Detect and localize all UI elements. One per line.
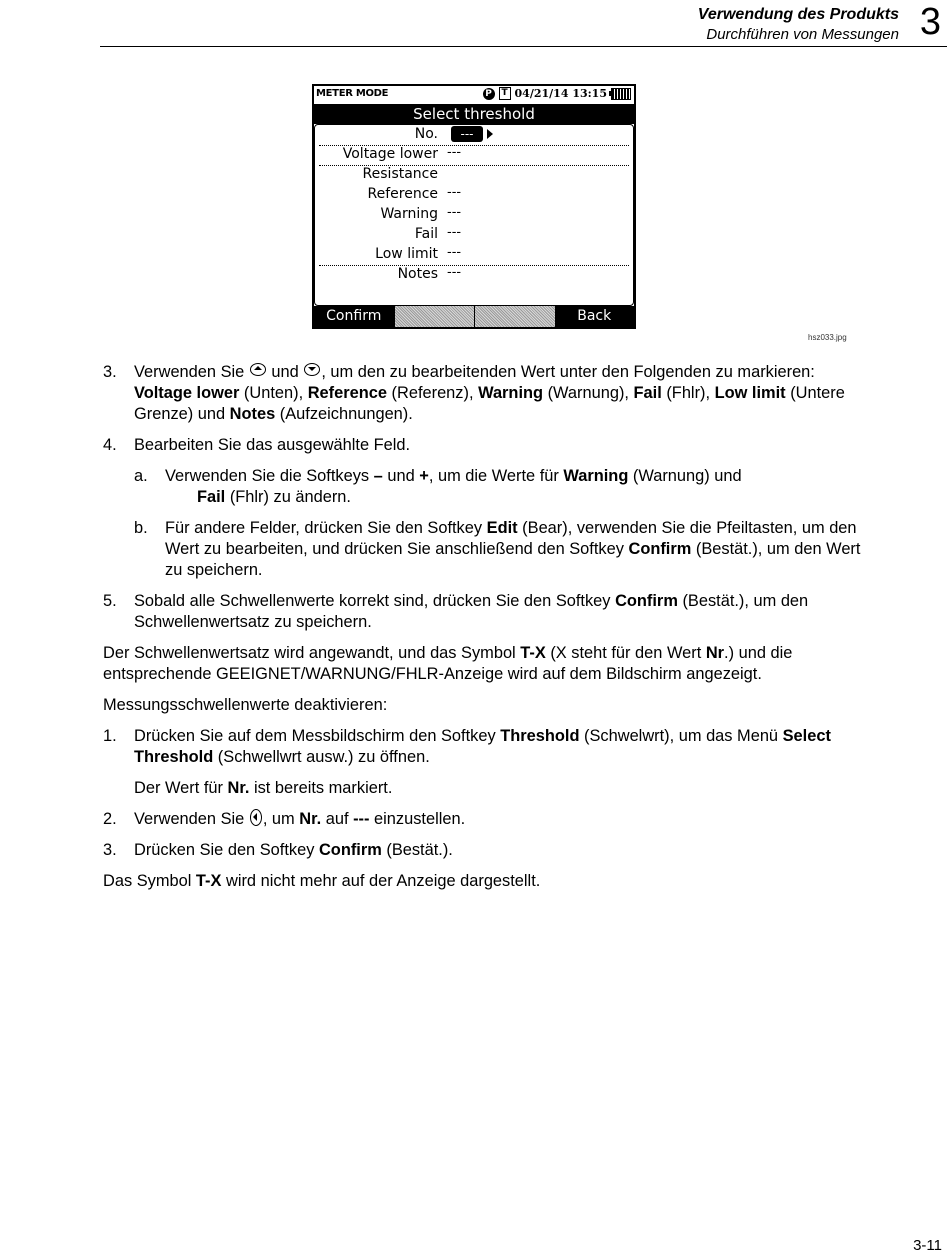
row-value: --- bbox=[447, 185, 462, 200]
blank-softkey[interactable] bbox=[394, 306, 475, 327]
row-voltage-lower[interactable] bbox=[319, 145, 629, 166]
battery-icon bbox=[611, 88, 631, 100]
left-arrow-key-icon bbox=[250, 809, 262, 826]
row-resistance bbox=[319, 165, 629, 185]
row-label: Resistance bbox=[362, 166, 438, 182]
list-item bbox=[103, 435, 873, 456]
image-caption: hsz033.jpg bbox=[808, 333, 847, 342]
paragraph bbox=[103, 643, 873, 685]
text: Der Schwellenwertsatz wird angewandt, und das Symbol bbox=[103, 644, 516, 662]
text: Das Symbol bbox=[103, 872, 192, 890]
text: (Unten), bbox=[243, 384, 304, 402]
row-label: Fail bbox=[414, 226, 438, 242]
text: wird nicht mehr auf der Anzeige dargestellt. bbox=[225, 872, 541, 890]
list-item bbox=[103, 726, 873, 768]
text: Für andere Felder, drücken Sie den Softkey bbox=[165, 519, 483, 537]
text: , um den zu bearbeitenden Wert unter den Folgenden zu markieren: bbox=[321, 363, 815, 381]
row-label: No. bbox=[414, 126, 438, 142]
page-number: 3-11 bbox=[913, 1237, 942, 1254]
paragraph: Messungsschwellenwerte deaktivieren: bbox=[103, 696, 388, 714]
text: (Fhlr) zu ändern. bbox=[229, 488, 351, 506]
text: (Bestät.), um den Wert zu speichern. bbox=[165, 540, 861, 579]
text: Drücken Sie auf dem Messbildschirm den Softkey bbox=[134, 727, 496, 745]
up-arrow-key-icon bbox=[250, 363, 266, 376]
list-item bbox=[103, 362, 873, 425]
item-number: 5. bbox=[103, 592, 117, 610]
bold-term: Confirm bbox=[318, 841, 382, 859]
text: (Bestät.), um den Schwellenwertsatz zu speichern. bbox=[134, 592, 809, 631]
row-label: Notes bbox=[397, 266, 438, 282]
bold-term: Voltage lower bbox=[134, 384, 240, 402]
row-value: --- bbox=[447, 265, 462, 280]
text: (Warnung), bbox=[547, 384, 629, 402]
text: Drücken Sie den Softkey bbox=[134, 841, 315, 859]
text: (Bestät.). bbox=[386, 841, 453, 859]
paragraph bbox=[103, 871, 873, 892]
threshold-panel bbox=[314, 124, 634, 306]
bold-term: + bbox=[419, 467, 429, 485]
item-number: 2. bbox=[103, 810, 117, 828]
text: (Aufzeichnungen). bbox=[279, 405, 413, 423]
text: ist bereits markiert. bbox=[253, 779, 393, 797]
text: (Schwellwrt ausw.) zu öffnen. bbox=[217, 748, 430, 766]
datetime: 04/21/14 13:15 bbox=[514, 87, 607, 100]
down-arrow-key-icon bbox=[304, 363, 320, 376]
row-notes[interactable] bbox=[319, 265, 629, 285]
list-subitem bbox=[103, 466, 873, 508]
bold-term: Notes bbox=[229, 405, 276, 423]
text: , um bbox=[262, 810, 295, 828]
item-letter: a. bbox=[134, 467, 148, 485]
row-label: Warning bbox=[380, 206, 438, 222]
row-label: Low limit bbox=[375, 246, 438, 262]
text: und bbox=[387, 467, 415, 485]
text: .) und die entsprechende GEEIGNET/WARNUNG/FHLR-Anzeige wird auf dem Bildschirm angezeigt. bbox=[103, 644, 793, 683]
text: auf bbox=[325, 810, 349, 828]
text: und bbox=[271, 363, 299, 381]
bold-term: Reference bbox=[307, 384, 387, 402]
t-icon: T bbox=[499, 87, 511, 100]
status-bar bbox=[314, 86, 634, 103]
item-number: 3. bbox=[103, 363, 117, 381]
row-label: Voltage lower bbox=[342, 146, 438, 162]
screen-title: Select threshold bbox=[314, 104, 634, 124]
text: Verwenden Sie bbox=[134, 363, 245, 381]
list-item bbox=[103, 840, 873, 861]
list-item bbox=[103, 809, 873, 830]
meter-mode-label: METER MODE bbox=[316, 88, 389, 99]
softkey-bar bbox=[314, 306, 634, 327]
status-icons bbox=[483, 87, 631, 100]
bold-term: Confirm bbox=[615, 592, 678, 610]
item-number: 3. bbox=[103, 841, 117, 859]
bold-term: – bbox=[373, 467, 383, 485]
row-label: Reference bbox=[367, 186, 438, 202]
item-number: 1. bbox=[103, 727, 117, 745]
text: Verwenden Sie die Softkeys bbox=[165, 467, 370, 485]
bold-term: Nr. bbox=[227, 779, 250, 797]
item-number: 4. bbox=[103, 436, 117, 454]
confirm-softkey[interactable]: Confirm bbox=[314, 306, 394, 327]
text: (X steht für den Wert bbox=[550, 644, 702, 662]
no-value-selected[interactable]: --- bbox=[451, 126, 483, 142]
bold-term: Fail bbox=[197, 488, 226, 506]
bold-term: Select Threshold bbox=[134, 727, 831, 766]
blank-softkey[interactable] bbox=[474, 306, 555, 327]
body-text bbox=[103, 362, 873, 902]
text: (Warnung) und bbox=[632, 467, 742, 485]
text: Sobald alle Schwellenwerte korrekt sind, drücken Sie den Softkey bbox=[134, 592, 611, 610]
back-softkey[interactable]: Back bbox=[555, 306, 635, 327]
bold-term: Warning bbox=[478, 384, 544, 402]
item-letter: b. bbox=[134, 519, 148, 537]
row-low-limit[interactable] bbox=[319, 245, 629, 266]
bold-term: Nr. bbox=[299, 810, 322, 828]
row-no[interactable] bbox=[319, 125, 629, 146]
meter-screen bbox=[312, 84, 636, 329]
row-value: --- bbox=[447, 145, 462, 160]
bold-term: Warning bbox=[563, 467, 629, 485]
bold-term: Threshold bbox=[500, 727, 580, 745]
text: (Referenz), bbox=[391, 384, 474, 402]
bold-term: Confirm bbox=[628, 540, 692, 558]
row-value: --- bbox=[447, 205, 462, 220]
row-value: --- bbox=[447, 245, 462, 260]
text: (Bear), verwenden Sie die Pfeiltasten, um den Wert zu bearbeiten, und drücken Sie anschließend den Softkey bbox=[165, 519, 857, 558]
text: Der Wert für bbox=[134, 779, 223, 797]
text: einzustellen. bbox=[374, 810, 466, 828]
bold-term: Fail bbox=[633, 384, 662, 402]
header-subtitle: Durchführen von Messungen bbox=[706, 26, 899, 43]
chapter-number: 3 bbox=[919, 1, 941, 43]
note bbox=[103, 778, 873, 799]
header-title: Verwendung des Produkts bbox=[697, 6, 899, 23]
bold-term: Edit bbox=[486, 519, 518, 537]
text: (Fhlr), bbox=[666, 384, 711, 402]
list-subitem bbox=[103, 518, 873, 581]
text: Bearbeiten Sie das ausgewählte Feld. bbox=[134, 436, 411, 454]
text: Verwenden Sie bbox=[134, 810, 245, 828]
row-value: --- bbox=[447, 225, 462, 240]
bold-term: Low limit bbox=[714, 384, 786, 402]
list-item bbox=[103, 591, 873, 633]
text: (Schwelwrt), um das Menü bbox=[584, 727, 779, 745]
p-icon: P bbox=[483, 88, 495, 100]
bold-term: T-X bbox=[195, 872, 222, 890]
page-header bbox=[100, 1, 947, 47]
arrow-right-icon bbox=[487, 129, 493, 139]
bold-term: --- bbox=[353, 810, 370, 828]
text: (Untere Grenze) und bbox=[134, 384, 845, 423]
row-reference[interactable] bbox=[319, 185, 629, 205]
row-fail[interactable] bbox=[319, 225, 629, 245]
bold-term: T-X bbox=[520, 644, 546, 662]
text: , um die Werte für bbox=[428, 467, 559, 485]
bold-term: Nr bbox=[705, 644, 725, 662]
row-warning[interactable] bbox=[319, 205, 629, 225]
